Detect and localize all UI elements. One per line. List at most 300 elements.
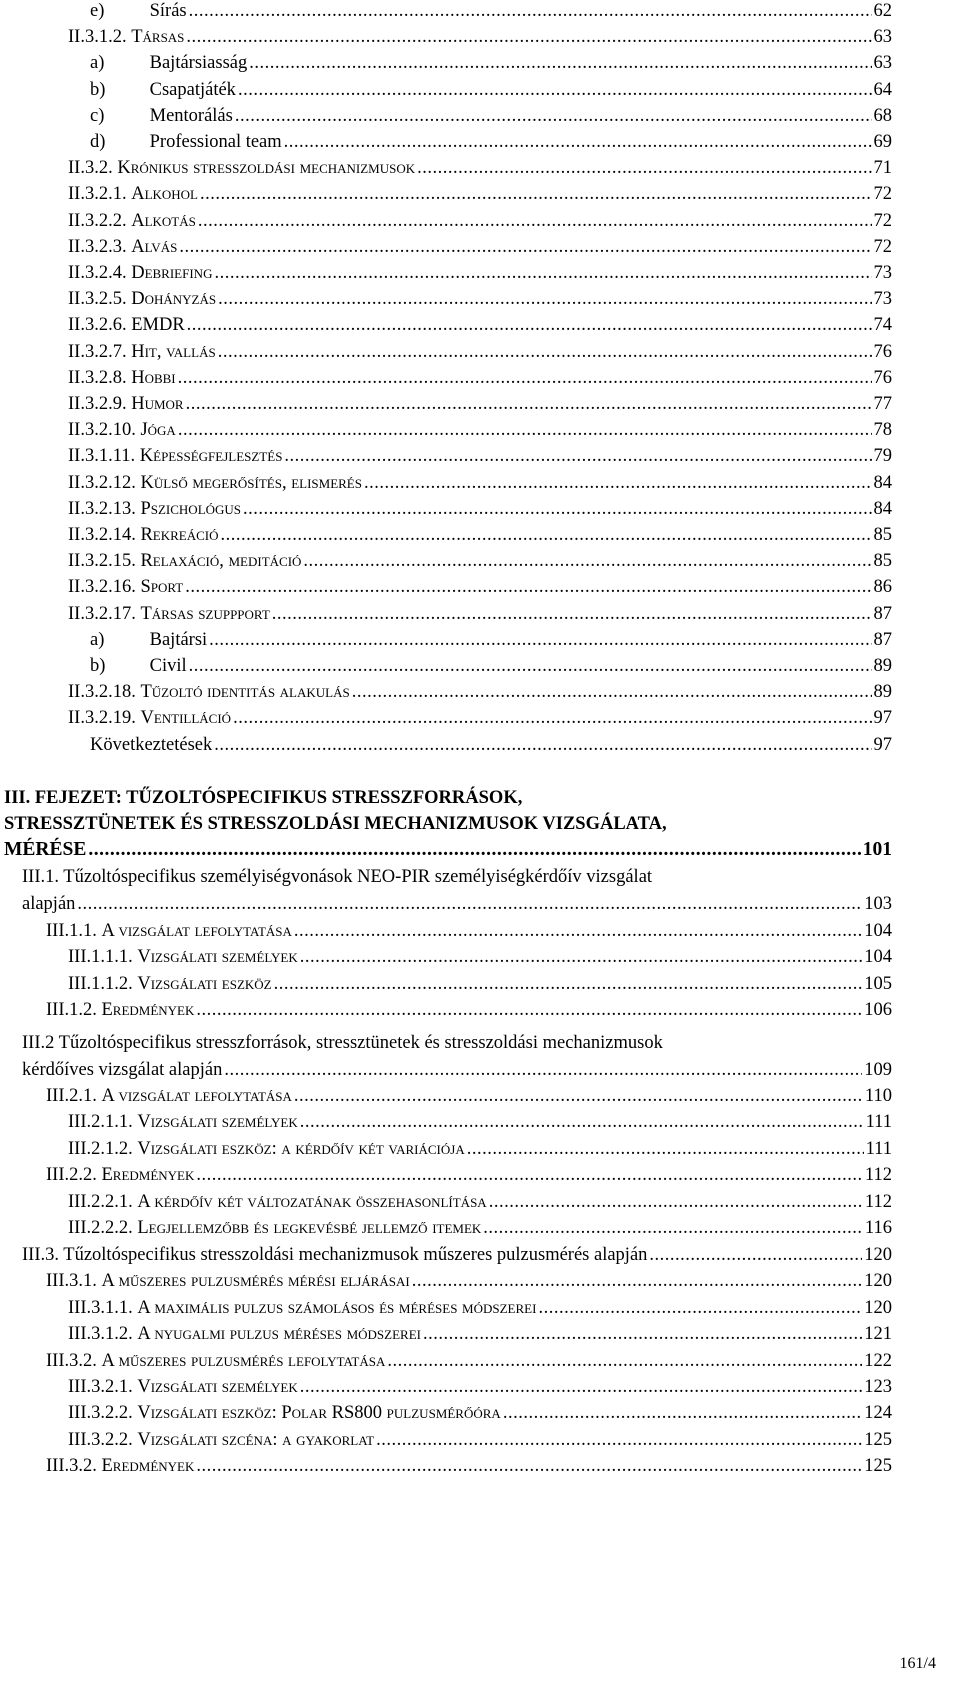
toc-entry-number: a): [90, 629, 105, 650]
toc-entry-page: 85: [873, 551, 892, 572]
dot-leader: [467, 1138, 864, 1160]
dot-leader: [649, 1244, 862, 1266]
toc-entry-title: [68, 314, 185, 336]
toc-entry[interactable]: [68, 236, 892, 258]
toc-entry-text: Eredmények: [101, 1165, 195, 1186]
toc-entry-number: II.3.2.18.: [68, 682, 136, 703]
toc-entry-number: II.3.1.11.: [68, 446, 136, 467]
toc-entry-title: [90, 629, 207, 651]
toc-entry-page: 84: [873, 472, 892, 493]
dot-leader: [243, 498, 871, 520]
toc-entry-text: Vizsgálati személyek: [137, 1376, 298, 1397]
toc-entry-number: II.3.2.12.: [68, 472, 136, 493]
toc-entry-title: [46, 920, 292, 942]
toc-entry-page: 72: [873, 184, 892, 205]
toc-entry-page: 125: [864, 1456, 892, 1477]
toc-entry-text: Vizsgálati szcéna: a gyakorlat: [137, 1429, 375, 1450]
toc-entry-text: A műszeres pulzusmérés lefolytatása: [101, 1350, 386, 1371]
toc-entry-text: Rekreáció: [140, 525, 219, 545]
toc-entry-page: 125: [864, 1429, 892, 1450]
toc-entry-page: 72: [873, 236, 892, 257]
dot-leader: [303, 550, 871, 572]
dot-leader: [387, 1350, 862, 1372]
toc-entry-text: Humor: [131, 394, 184, 414]
dot-leader: [196, 1164, 863, 1186]
dot-leader: [196, 1455, 862, 1477]
dot-leader: [300, 1376, 863, 1398]
toc-entry-number: III.1.1.: [46, 921, 97, 941]
toc-entry-text: Társas szuppport: [140, 603, 270, 624]
toc-entry-page: 116: [864, 1218, 892, 1239]
toc-entry[interactable]: [68, 1111, 892, 1133]
toc-entry-number: III.1.1.1.: [68, 947, 133, 967]
toc-entry-page: 62: [873, 1, 892, 21]
toc-entry-number: a): [90, 53, 105, 74]
dot-leader: [417, 157, 871, 179]
toc-entry[interactable]: [46, 1455, 892, 1477]
dot-leader: [483, 1217, 863, 1239]
toc-entry-number: II.3.2.1.: [68, 184, 127, 205]
chapter3-heading-line1: III. FEJEZET: TŰZOLTÓSPECIFIKUS STRESSZFORRÁSOK,: [4, 788, 523, 808]
toc-entry-title: [68, 1323, 421, 1345]
toc-entry-number: III.2.2.: [46, 1165, 97, 1186]
toc-entry[interactable]: [22, 1244, 892, 1266]
dot-leader: [178, 367, 872, 389]
toc-entry[interactable]: [68, 341, 892, 363]
toc-entry-title: [68, 946, 298, 968]
toc-entry-page: 120: [864, 1271, 892, 1292]
dot-leader: [423, 1323, 862, 1345]
toc-entry-text: Legjellemzőbb és legkevésbé jellemző itemek: [137, 1218, 482, 1239]
toc-entry[interactable]: [68, 183, 892, 205]
toc-entry[interactable]: [68, 157, 892, 179]
toc-entry[interactable]: [46, 920, 892, 942]
toc-entry-text: Eredmények: [101, 1000, 195, 1020]
toc-entry[interactable]: [90, 734, 892, 756]
toc-entry-number: III.1.2.: [46, 1000, 97, 1020]
toc-entry-text: Vizsgálati eszköz: [137, 974, 272, 994]
toc-entry[interactable]: [68, 26, 892, 48]
toc-entry[interactable]: [68, 681, 892, 703]
toc-entry[interactable]: [90, 52, 892, 74]
toc-entry[interactable]: [68, 524, 892, 546]
toc-entry-page: 89: [873, 656, 892, 676]
toc-entry-title: [68, 183, 198, 205]
toc-entry[interactable]: [68, 262, 892, 284]
toc-entry-text: Képességfejlesztés: [139, 446, 283, 467]
section-3-1-line2[interactable]: [22, 893, 892, 915]
toc-entry-page: 85: [873, 525, 892, 545]
toc-entry-page: 105: [864, 974, 892, 994]
toc-entry-title: [68, 288, 216, 310]
toc-entry-page: 72: [873, 210, 892, 231]
toc-entry-page: 69: [873, 132, 892, 152]
toc-entry-number: II.3.2.13.: [68, 498, 136, 519]
toc-entry-title: [68, 419, 176, 441]
toc-entry-page: 111: [865, 1112, 892, 1133]
toc-entry[interactable]: [68, 210, 892, 232]
toc-entry-page: 122: [864, 1350, 892, 1371]
toc-entry[interactable]: [90, 0, 892, 22]
section-3-1-page: 103: [864, 894, 892, 914]
toc-entry-title: [68, 524, 219, 546]
toc-entry-title: [90, 655, 187, 677]
toc-entry-text: Professional team: [149, 132, 282, 152]
dot-leader: [77, 893, 862, 915]
toc-entry-title: [46, 1455, 194, 1477]
toc-entry[interactable]: [46, 1085, 892, 1107]
toc-entry-text: Hit, vallás: [131, 341, 216, 362]
chapter3-title-end: MÉRÉSE: [4, 839, 87, 860]
toc-entry[interactable]: [68, 603, 892, 625]
toc-entry[interactable]: [68, 1217, 892, 1239]
dot-leader: [186, 26, 871, 48]
dot-leader: [187, 314, 872, 336]
toc-entry-page: 76: [873, 367, 892, 388]
toc-entry-title: [68, 1297, 536, 1319]
toc-entry-number: III.3.1.2.: [68, 1324, 133, 1345]
toc-entry[interactable]: [46, 1270, 892, 1292]
dot-leader: [214, 734, 871, 756]
dot-leader: [284, 131, 872, 153]
toc-entry[interactable]: [68, 288, 892, 310]
toc-entry-number: b): [90, 656, 106, 676]
toc-entry-title: [68, 681, 350, 703]
toc-entry-title: [68, 472, 362, 494]
dot-leader: [294, 920, 862, 942]
toc-entry-text: Dohányzás: [131, 289, 217, 310]
toc-entry[interactable]: [90, 105, 892, 127]
toc-entry-text: A vizsgálat lefolytatása: [101, 1086, 292, 1106]
toc-entry-number: III.2.1.2.: [68, 1138, 133, 1159]
toc-entry[interactable]: [68, 445, 892, 467]
toc-entry-text: A maximális pulzus számolásos és méréses módszerei: [137, 1297, 537, 1318]
dot-leader: [218, 288, 871, 310]
toc-entry-page: 89: [873, 682, 892, 703]
toc-entry-text: Pszichológus: [140, 498, 242, 519]
toc-entry-number: III.3.2.2.: [68, 1429, 133, 1450]
toc-entry-text: Következtetések: [90, 734, 213, 755]
toc-entry[interactable]: [68, 1323, 892, 1345]
chapter3-heading-line3[interactable]: [4, 839, 892, 861]
dot-leader: [189, 0, 872, 22]
toc-entry[interactable]: [68, 1191, 892, 1213]
dot-leader: [489, 1191, 863, 1213]
dot-leader: [235, 105, 872, 127]
section-3-1-title-end: alapján: [22, 894, 76, 914]
toc-entry-number: III.2.1.: [46, 1086, 97, 1106]
dot-leader: [274, 973, 863, 995]
dot-leader: [272, 603, 872, 625]
toc-entry-text: Eredmények: [101, 1456, 195, 1477]
toc-entry-number: c): [90, 105, 105, 126]
toc-entry-text: Vizsgálati személyek: [137, 1112, 298, 1133]
toc-entry-number: II.3.2.5.: [68, 289, 127, 310]
toc-entry-page: 120: [864, 1244, 892, 1265]
toc-entry-title: [68, 1111, 298, 1133]
toc-entry[interactable]: [68, 576, 892, 598]
toc-entry-page: 106: [864, 1000, 892, 1020]
toc-entry-page: 86: [873, 577, 892, 598]
toc-entry[interactable]: [90, 629, 892, 651]
toc-entry-page: 79: [873, 446, 892, 467]
toc-entry-title: [68, 262, 212, 284]
toc-entry-number: III.3.2.: [46, 1350, 97, 1371]
toc-entry-text: Sport: [140, 577, 184, 598]
toc-entry-number: III.3.1.: [46, 1271, 97, 1292]
toc-entry-title: [68, 236, 177, 258]
toc-entry-title: [68, 26, 184, 48]
toc-entry-page: 121: [864, 1324, 892, 1345]
toc-entry-text: Alvás: [131, 236, 178, 257]
toc-entry-title: [90, 0, 187, 22]
toc-entry-number: II.3.2.16.: [68, 577, 136, 598]
toc-entry[interactable]: [90, 131, 892, 153]
toc-entry[interactable]: [68, 1297, 892, 1319]
toc-entry-number: e): [90, 1, 105, 21]
toc-entry-number: III.3.1.1.: [68, 1297, 133, 1318]
toc-entry-page: 120: [864, 1297, 892, 1318]
dot-leader: [503, 1402, 862, 1424]
toc-entry-text: Alkohol: [131, 184, 198, 205]
toc-entry-page: 64: [873, 79, 892, 100]
toc-entry-title: [68, 550, 301, 572]
toc-entry-number: II.3.2.7.: [68, 341, 127, 362]
toc-entry-page: 104: [864, 921, 892, 941]
toc-entry-number: III.3.2.1.: [68, 1376, 133, 1397]
toc-entry-text: Vizsgálati személyek: [137, 947, 298, 967]
toc-entry[interactable]: [68, 498, 892, 520]
toc-entry-number: III.3.: [22, 1244, 59, 1265]
toc-entry[interactable]: [68, 550, 892, 572]
dot-leader: [538, 1297, 862, 1319]
dot-leader: [198, 210, 872, 232]
toc-entry-title: [90, 734, 212, 756]
toc-entry-title: [68, 367, 176, 389]
toc-entry-title: [46, 1350, 385, 1372]
section-3-2-line2[interactable]: [22, 1059, 892, 1081]
dot-leader: [352, 681, 872, 703]
toc-entry-number: II.3.2.14.: [68, 525, 136, 545]
toc-entry-title: [68, 1191, 487, 1213]
toc-entry-text: Tűzoltóspecifikus stresszoldási mechanizmusok műszeres pulzusmérés alapján: [63, 1244, 648, 1265]
toc-entry-text: Vizsgálati eszköz: a kérdőív két variációja: [137, 1138, 465, 1159]
toc-entry[interactable]: [68, 1429, 892, 1451]
toc-entry-page: 111: [865, 1138, 892, 1159]
dot-leader: [284, 445, 871, 467]
dot-leader: [224, 1059, 862, 1081]
toc-entry[interactable]: [68, 1376, 892, 1398]
toc-entry[interactable]: [68, 973, 892, 995]
section-3-1-line1: III.1. Tűzoltóspecifikus személyiségvonások NEO-PIR személyiségkérdőív vizsgálat: [22, 867, 653, 887]
toc-entry-text: Debriefing: [131, 263, 213, 283]
toc-entry-number: III.2.2.2.: [68, 1218, 133, 1239]
toc-entry-title: [68, 1217, 481, 1239]
toc-entry-text: Mentorálás: [149, 105, 233, 126]
dot-leader: [196, 999, 862, 1021]
toc-entry-page: 76: [873, 341, 892, 362]
toc-entry-title: [68, 1376, 298, 1398]
toc-entry-text: A nyugalmi pulzus méréses módszerei: [137, 1324, 421, 1345]
dot-leader: [376, 1429, 862, 1451]
toc-entry-page: 63: [873, 53, 892, 74]
toc-entry-text: Relaxáció, meditáció: [140, 551, 302, 572]
dot-leader: [221, 524, 872, 546]
toc-entry[interactable]: [68, 314, 892, 336]
dot-leader: [178, 419, 872, 441]
toc-entry-text: Sírás: [149, 1, 187, 21]
toc-entry[interactable]: [68, 393, 892, 415]
toc-entry-title: [90, 52, 247, 74]
toc-entry-number: II.3.2.2.: [68, 210, 127, 231]
chapter3-heading-line2: STRESSZTÜNETEK ÉS STRESSZOLDÁSI MECHANIZMUSOK VIZSGÁLATA,: [4, 814, 667, 834]
toc-entry[interactable]: [68, 419, 892, 441]
section-3-2-line1: III.2 Tűzoltóspecifikus stresszforrások, stressztünetek és stresszoldási mechanizmusok: [22, 1033, 663, 1053]
toc-entry-title: [90, 105, 233, 127]
toc-entry-text: Csapatjáték: [149, 79, 236, 100]
toc-entry-text: Civil: [149, 656, 187, 676]
toc-entry-page: 123: [864, 1376, 892, 1397]
toc-entry-number: III.3.2.: [46, 1456, 97, 1477]
toc-entry-text: Külső megerősítés, elismerés: [140, 472, 362, 493]
dot-leader: [186, 393, 872, 415]
toc-entry[interactable]: [90, 655, 892, 677]
toc-entry-title: [68, 445, 282, 467]
toc-entry-title: [68, 498, 241, 520]
toc-entry-page: 97: [873, 708, 892, 729]
toc-entry-title: [68, 157, 415, 179]
toc-entry-number: III.1.1.2.: [68, 974, 133, 994]
toc-entry-number: II.3.2.19.: [68, 708, 136, 729]
toc-entry-title: [68, 341, 216, 363]
toc-entry-title: [68, 576, 183, 598]
toc-entry-title: [22, 1244, 647, 1266]
toc-entry-page: 87: [873, 629, 892, 650]
toc-entry-number: II.3.2.: [68, 158, 113, 179]
toc-entry-number: III.2.2.1.: [68, 1191, 133, 1212]
toc-entry-page: 104: [864, 947, 892, 967]
toc-entry-title: [68, 603, 270, 625]
toc-entry-page: 74: [873, 315, 892, 336]
dot-leader: [300, 1111, 864, 1133]
toc-entry-number: II.3.2.17.: [68, 603, 136, 624]
dot-leader: [300, 946, 863, 968]
toc-entry-text: Bajtársi: [149, 629, 208, 650]
toc-entry-page: 112: [864, 1165, 892, 1186]
toc-entry-number: II.3.2.15.: [68, 551, 136, 572]
dot-leader: [294, 1085, 863, 1107]
toc-entry-title: [90, 131, 282, 153]
toc-entry-page: 63: [873, 27, 892, 48]
toc-entry-page: 73: [873, 289, 892, 310]
page-number: 161/4: [899, 1655, 936, 1672]
toc-entry-page: 110: [864, 1086, 892, 1106]
dot-leader: [412, 1270, 863, 1292]
toc-entry-text: Hobbi: [131, 367, 176, 388]
toc-entry-number: II.3.2.8.: [68, 367, 127, 388]
dot-leader: [189, 655, 872, 677]
toc-entry-page: 73: [873, 263, 892, 283]
section-3-2-page: 109: [864, 1060, 892, 1080]
toc-entry[interactable]: [68, 946, 892, 968]
toc-entry-title: [68, 1429, 374, 1451]
toc-entry-page: 77: [873, 394, 892, 414]
toc-entry[interactable]: [90, 79, 892, 101]
toc-entry-title: [68, 707, 231, 729]
dot-leader: [209, 629, 871, 651]
dot-leader: [238, 79, 872, 101]
toc-entry[interactable]: [46, 1350, 892, 1372]
toc-entry-number: III.3.2.2.: [68, 1403, 133, 1424]
toc-entry-text: Társas: [131, 27, 185, 48]
toc-entry-number: II.3.2.9.: [68, 394, 127, 414]
toc-entry-number: II.3.2.10.: [68, 420, 136, 441]
toc-entry-title: [68, 210, 196, 232]
toc-entry[interactable]: [68, 367, 892, 389]
toc-entry-page: 78: [873, 420, 892, 441]
toc-entry-title: [46, 1270, 410, 1292]
section-3-2-title-end: kérdőíves vizsgálat alapján: [22, 1060, 223, 1080]
toc-entry-text: EMDR: [131, 315, 185, 336]
toc-entry-page: 97: [873, 734, 892, 755]
toc-entry-title: [46, 1085, 292, 1107]
toc-entry-title: [68, 1138, 465, 1160]
toc-entry-number: b): [90, 79, 106, 100]
toc-entry-page: 112: [864, 1191, 892, 1212]
dot-leader: [218, 341, 872, 363]
toc-entry[interactable]: [68, 472, 892, 494]
dot-leader: [249, 52, 871, 74]
toc-entry-title: [68, 1402, 501, 1424]
toc-entry-title: [90, 79, 236, 101]
toc-entry-text: Ventilláció: [140, 708, 232, 729]
dot-leader: [214, 262, 871, 284]
dot-leader: [200, 183, 872, 205]
toc-entry-number: d): [90, 132, 106, 152]
dot-leader: [179, 236, 871, 258]
toc-entry[interactable]: [68, 707, 892, 729]
dot-leader: [185, 576, 871, 598]
toc-entry[interactable]: [68, 1402, 892, 1424]
chapter3-page: 101: [862, 839, 892, 860]
toc-entry-title: [68, 393, 184, 415]
toc-entry-number: II.3.2.4.: [68, 263, 127, 283]
toc-entry-page: 84: [873, 498, 892, 519]
toc-entry-text: Bajtársiasság: [149, 53, 248, 74]
dot-leader: [88, 839, 860, 861]
dot-leader: [364, 472, 872, 494]
toc-entry-text: Vizsgálati eszköz: Polar RS800 pulzusmérőóra: [137, 1403, 501, 1424]
toc-entry[interactable]: [46, 1164, 892, 1186]
toc-entry-text: Tűzoltó identitás alakulás: [140, 682, 350, 703]
toc-entry-page: 87: [873, 603, 892, 624]
toc-entry-page: 71: [873, 158, 892, 179]
toc-entry-text: Jóga: [140, 420, 176, 441]
toc-entry[interactable]: [68, 1138, 892, 1160]
toc-entry-page: 124: [864, 1403, 892, 1424]
toc-entry-text: Alkotás: [131, 210, 196, 231]
toc-entry-number: II.3.2.3.: [68, 236, 127, 257]
toc-entry-number: III.2.1.1.: [68, 1112, 133, 1133]
toc-entry[interactable]: [46, 999, 892, 1021]
toc-entry-page: 68: [873, 105, 892, 126]
toc-entry-title: [68, 973, 272, 995]
toc-entry-text: A kérdőív két változatának összehasonlítása: [137, 1191, 487, 1212]
toc-entry-text: A vizsgálat lefolytatása: [101, 921, 292, 941]
toc-entry-text: Krónikus stresszoldási mechanizmusok: [117, 158, 416, 179]
dot-leader: [233, 707, 871, 729]
toc-entry-title: [46, 1164, 194, 1186]
